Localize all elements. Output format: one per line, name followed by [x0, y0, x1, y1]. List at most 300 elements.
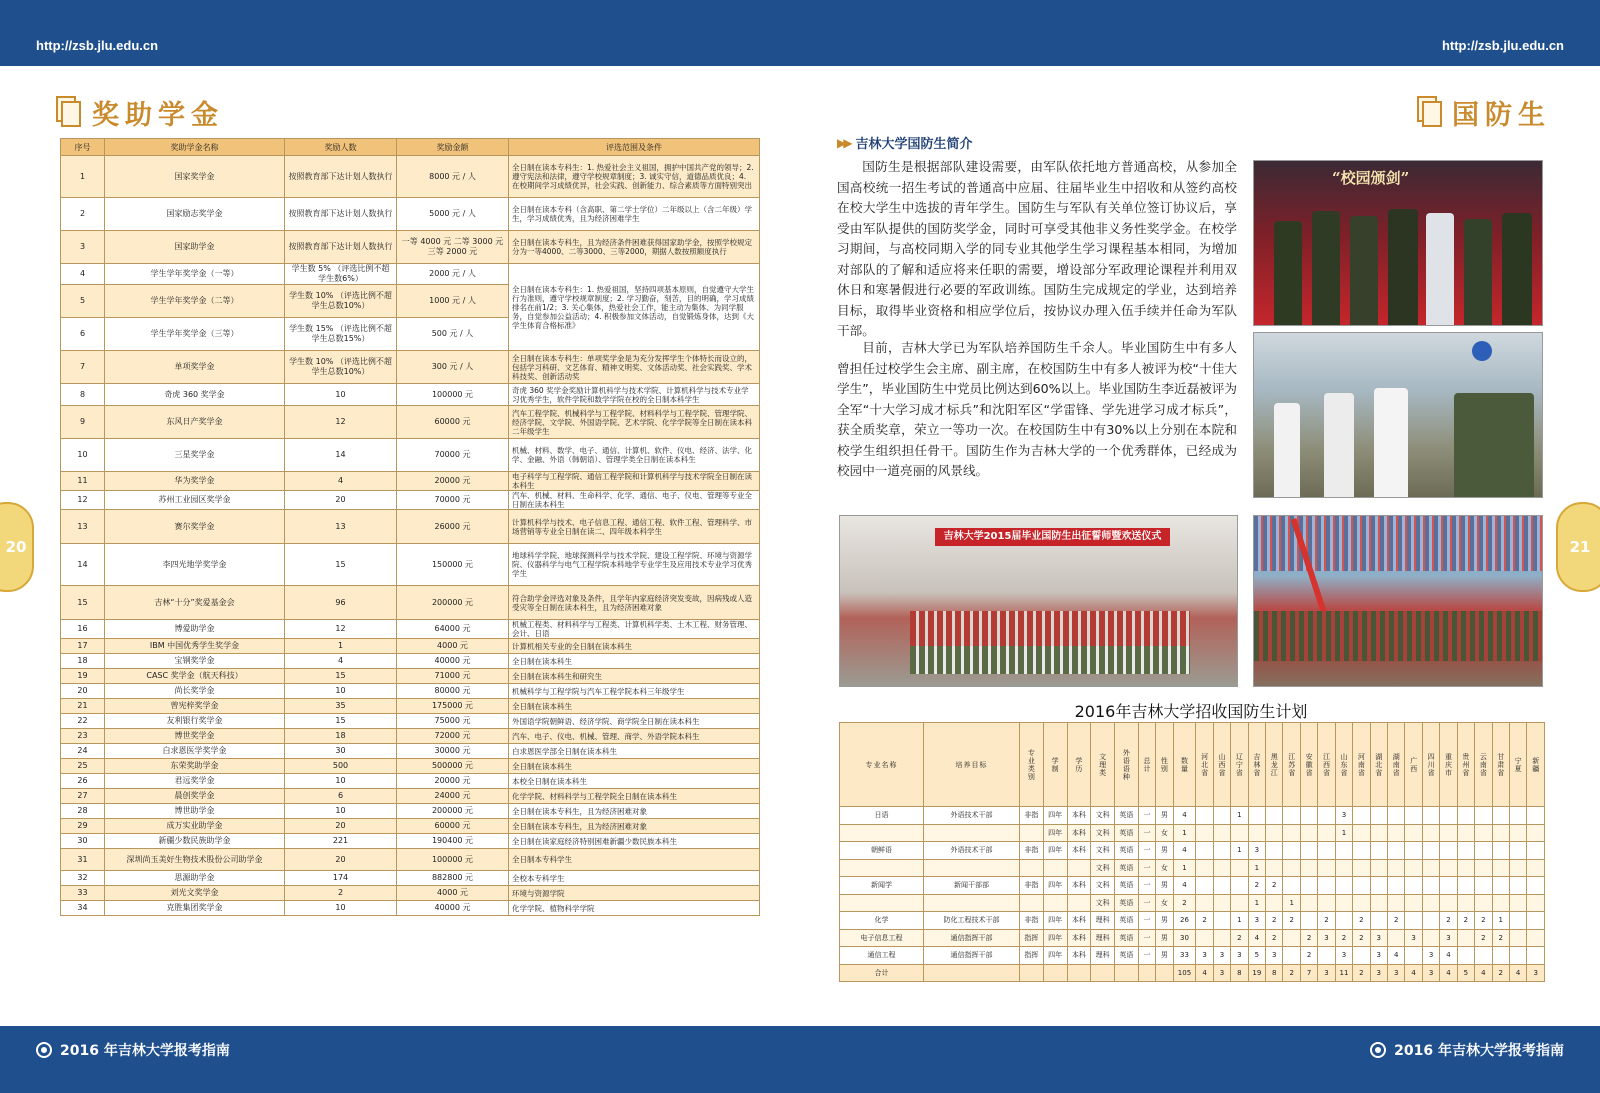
- plan-cell: 朝鲜语: [840, 842, 924, 860]
- plan-cell: 通信工程: [840, 947, 924, 965]
- photo-officials-visit: [1253, 332, 1543, 498]
- eligibility-conditions: 全日制在读本专科生：1. 热爱祖国，坚持四项基本原则，自觉遵守大学生行为准则，遵守学校规章制度；2. 学习勤奋，刻苦，目的明确，学习成绩排名在前1/2；3. 关心集体，热爱社会工作，能主动为集体、为同学服务，自觉参加公益活动；4. 积极参加文体活动，自觉锻炼身体，达到《大学生体育合格标准》: [509, 264, 760, 351]
- plan-cell: [1527, 807, 1545, 825]
- plan-cell: 非指: [1020, 807, 1044, 825]
- university-seal-icon: [36, 1042, 52, 1058]
- plan-cell: 2: [1492, 964, 1509, 982]
- award-count: 96: [285, 586, 397, 620]
- scholarship-name: 赛尔奖学金: [105, 510, 285, 544]
- eligibility-conditions: 机械、材料、数学、电子、通信、计算机、软件、仪电、经济、法学、化学、金融、外语（韩朝语）、管理学类全日制在读本科生: [509, 439, 760, 472]
- plan-cell: [1353, 894, 1370, 912]
- scholarship-name: 君远奖学金: [105, 774, 285, 789]
- table-row: [61, 729, 760, 744]
- plan-cell: [1266, 824, 1283, 842]
- plan-cell: [1475, 877, 1492, 895]
- plan-cell: 4: [1173, 842, 1196, 860]
- plan-cell: [1509, 842, 1526, 860]
- photo-ceremony-stage: [1253, 160, 1543, 326]
- university-seal-icon: [1370, 1042, 1386, 1058]
- plan-row: [840, 912, 1545, 930]
- award-amount: 500 元 / 人: [397, 318, 509, 351]
- plan-cell: [1509, 912, 1526, 930]
- award-amount: 40000 元: [397, 901, 509, 916]
- photo-banner-text: “校园颁剑”: [1332, 169, 1410, 187]
- plan-cell: 英语: [1115, 859, 1139, 877]
- table-row: [61, 472, 760, 491]
- plan-cell: 105: [1173, 964, 1196, 982]
- plan-cell: [1283, 929, 1300, 947]
- plan-cell: 英语: [1115, 807, 1139, 825]
- scholarship-name: CASC 奖学金（航天科技）: [105, 669, 285, 684]
- award-count: 学生数 5% （评选比例不超学生数6%）: [285, 264, 397, 285]
- recruitment-plan-table: [839, 722, 1545, 982]
- plan-table-title: 2016年吉林大学招收国防生计划: [1074, 702, 1308, 721]
- eligibility-conditions: 汽车、电子、仪电、机械、管理、商学、外语学院本科生: [509, 729, 760, 744]
- award-amount: 500000 元: [397, 759, 509, 774]
- award-amount: 20000 元: [397, 472, 509, 491]
- scholarship-name: 学生学年奖学金（一等）: [105, 264, 285, 285]
- plan-cell: [1318, 894, 1335, 912]
- award-amount: 60000 元: [397, 406, 509, 439]
- plan-cell: [1196, 894, 1213, 912]
- plan-row: [840, 929, 1545, 947]
- plan-cell: 3: [1248, 842, 1265, 860]
- page-number-right-text: 21: [1569, 538, 1591, 556]
- plan-cell: [1213, 824, 1230, 842]
- plan-cell: 一: [1138, 877, 1155, 895]
- row-index: 30: [61, 834, 105, 849]
- eligibility-conditions: 全日制在读本科生: [509, 759, 760, 774]
- plan-cell: 3: [1231, 947, 1248, 965]
- plan-cell: [1422, 842, 1439, 860]
- plan-cell: [1475, 947, 1492, 965]
- plan-cell: 合计: [840, 964, 924, 982]
- scholarship-table: [60, 138, 760, 916]
- scholarship-name: 东荣奖助学金: [105, 759, 285, 774]
- row-index: 7: [61, 351, 105, 384]
- award-count: 学生数 10% （评选比例不超学生总数10%）: [285, 351, 397, 384]
- plan-col-header: 湖南省: [1388, 723, 1405, 807]
- plan-cell: [1440, 824, 1457, 842]
- scholarship-name: 吉林“十分”奖爱基金会: [105, 586, 285, 620]
- plan-cell: [1213, 929, 1230, 947]
- plan-cell: [1156, 964, 1173, 982]
- intro-heading: [837, 133, 972, 152]
- plan-cell: 2: [1266, 912, 1283, 930]
- plan-cell: [1440, 842, 1457, 860]
- scholarship-name: 白求恩医学奖学金: [105, 744, 285, 759]
- url-left[interactable]: http://zsb.jlu.edu.cn: [36, 38, 159, 53]
- plan-cell: 本科: [1067, 877, 1091, 895]
- row-index: 28: [61, 804, 105, 819]
- footer-right: [1370, 1040, 1564, 1060]
- plan-cell: [1318, 947, 1335, 965]
- plan-cell: [1318, 807, 1335, 825]
- award-amount: 71000 元: [397, 669, 509, 684]
- plan-cell: [1388, 842, 1405, 860]
- plan-cell: 女: [1156, 859, 1173, 877]
- plan-cell: 2: [1283, 964, 1300, 982]
- plan-cell: 3: [1213, 947, 1230, 965]
- plan-cell: [924, 964, 1020, 982]
- award-count: 15: [285, 714, 397, 729]
- plan-cell: [1509, 894, 1526, 912]
- intro-paragraph-1: 国防生是根据部队建设需要，由军队依托地方普通高校，从参加全国高校统一招生考试的普通高中应届、往届毕业生中招收和从签约高校在校大学生中选拔的青年学生。国防生与军队有关单位签订协议后，享受由军队提供的国防奖学金，同时可享受其他非义务性奖学金。在校学习期间，与高校同期入学的同专业其他学生学习课程基本相同，为增加对部队的了解和适应将来任职的需要，增设部分军政理论课程并利用双休日和寒暑假进行必要的军政训练。国防生完成规定的学业，达到培养目标，取得毕业资格和相应学位后，按协议办理入伍手续并任命为军队干部。: [837, 159, 1237, 338]
- row-index: 26: [61, 774, 105, 789]
- plan-col-header: 河南省: [1353, 723, 1370, 807]
- plan-col-header: 培养目标: [924, 723, 1020, 807]
- award-count: 500: [285, 759, 397, 774]
- plan-cell: 本科: [1067, 912, 1091, 930]
- plan-cell: [1370, 912, 1387, 930]
- plan-cell: 2: [1231, 929, 1248, 947]
- plan-col-header: 学制: [1043, 723, 1067, 807]
- plan-cell: [1370, 842, 1387, 860]
- plan-cell: [1492, 859, 1509, 877]
- plan-cell: 女: [1156, 824, 1173, 842]
- scholarship-name: 深圳尚玉美好生物技术股份公司助学金: [105, 849, 285, 871]
- scholarship-name: 刘光文奖学金: [105, 886, 285, 901]
- table-row: [61, 231, 760, 264]
- eligibility-conditions: 汽车、机械、材料、生命科学、化学、通信、电子、仪电、管理等专业全日制在读本科生: [509, 491, 760, 510]
- plan-cell: 1: [1231, 842, 1248, 860]
- eligibility-conditions: 全日制在读家庭经济特别困难新疆少数民族本科生: [509, 834, 760, 849]
- row-index: 34: [61, 901, 105, 916]
- plan-row: [840, 877, 1545, 895]
- plan-cell: 新闻学: [840, 877, 924, 895]
- row-index: 9: [61, 406, 105, 439]
- award-amount: 200000 元: [397, 804, 509, 819]
- col-header: 奖励人数: [285, 139, 397, 156]
- plan-cell: [1231, 824, 1248, 842]
- award-count: 10: [285, 384, 397, 406]
- plan-row: [840, 859, 1545, 877]
- plan-cell: 3: [1335, 947, 1352, 965]
- plan-cell: 4: [1173, 807, 1196, 825]
- plan-cell: [1475, 807, 1492, 825]
- eligibility-conditions: 全日制在读本专科（含高职、第二学士学位）二年级以上（含二年级）学生，学习成绩优秀，且为经济困难学生: [509, 198, 760, 231]
- award-count: 6: [285, 789, 397, 804]
- plan-cell: 2: [1353, 929, 1370, 947]
- award-amount: 75000 元: [397, 714, 509, 729]
- plan-cell: 2: [1300, 947, 1317, 965]
- plan-cell: 3: [1266, 947, 1283, 965]
- plan-cell: 文科: [1091, 807, 1115, 825]
- plan-cell: 2: [1353, 964, 1370, 982]
- table-row: [61, 439, 760, 472]
- row-index: 8: [61, 384, 105, 406]
- plan-cell: 3: [1196, 947, 1213, 965]
- plan-col-header: 外语语种: [1115, 723, 1139, 807]
- footer-left: [36, 1040, 230, 1060]
- eligibility-conditions: 地球科学学院、地球探测科学与技术学院、建设工程学院、环境与资源学院、仪器科学与电气工程学院本科地学专业学生及应用技术专业学习优秀学生: [509, 544, 760, 586]
- row-index: 18: [61, 654, 105, 669]
- plan-cell: 理科: [1091, 929, 1115, 947]
- plan-cell: 指挥: [1020, 947, 1044, 965]
- eligibility-conditions: 化学学院、植物科学学院: [509, 901, 760, 916]
- table-row: [61, 351, 760, 384]
- plan-cell: 4: [1388, 947, 1405, 965]
- plan-cell: [840, 894, 924, 912]
- plan-cell: 3: [1370, 929, 1387, 947]
- award-amount: 24000 元: [397, 789, 509, 804]
- plan-cell: 2: [1248, 877, 1265, 895]
- plan-cell: 文科: [1091, 877, 1115, 895]
- plan-cell: 5: [1248, 947, 1265, 965]
- plan-cell: [1091, 964, 1115, 982]
- plan-row: [840, 807, 1545, 825]
- eligibility-conditions: 全校本专科学生: [509, 871, 760, 886]
- scholarship-name: 博世奖学金: [105, 729, 285, 744]
- plan-cell: [1509, 859, 1526, 877]
- plan-cell: 理科: [1091, 947, 1115, 965]
- scholarship-name: 国家励志奖学金: [105, 198, 285, 231]
- eligibility-conditions: 机械工程类、材料科学与工程类、计算机科学类、土木工程、财务管理、会计、日语: [509, 620, 760, 639]
- plan-col-header: 数量: [1173, 723, 1196, 807]
- plan-cell: 2: [1266, 877, 1283, 895]
- plan-col-header: 河北省: [1196, 723, 1213, 807]
- photo-parade-march: [1253, 515, 1543, 687]
- plan-cell: 3: [1422, 964, 1439, 982]
- award-count: 221: [285, 834, 397, 849]
- plan-cell: 防化工程技术干部: [924, 912, 1020, 930]
- plan-cell: [1388, 859, 1405, 877]
- award-amount: 64000 元: [397, 620, 509, 639]
- plan-cell: [1300, 824, 1317, 842]
- table-row: [61, 586, 760, 620]
- scholarship-name: 国家奖学金: [105, 156, 285, 198]
- plan-cell: 女: [1156, 894, 1173, 912]
- plan-cell: 英语: [1115, 929, 1139, 947]
- scholarship-name: 克胜集团奖学金: [105, 901, 285, 916]
- award-amount: 300 元 / 人: [397, 351, 509, 384]
- plan-cell: [1213, 912, 1230, 930]
- plan-cell: [1388, 877, 1405, 895]
- plan-col-header: 专业类别: [1020, 723, 1044, 807]
- award-amount: 4000 元: [397, 639, 509, 654]
- plan-cell: 一: [1138, 929, 1155, 947]
- plan-cell: 非指: [1020, 842, 1044, 860]
- plan-cell: 一: [1138, 894, 1155, 912]
- bottom-banner: [0, 1026, 1600, 1093]
- plan-cell: 1: [1231, 912, 1248, 930]
- plan-cell: [1067, 859, 1091, 877]
- plan-cell: 2: [1196, 912, 1213, 930]
- table-row: [61, 901, 760, 916]
- plan-cell: 男: [1156, 947, 1173, 965]
- plan-cell: 3: [1405, 929, 1422, 947]
- plan-cell: 4: [1173, 877, 1196, 895]
- plan-cell: 英语: [1115, 912, 1139, 930]
- plan-col-header: 新疆: [1527, 723, 1545, 807]
- eligibility-conditions: 计算机科学与技术、电子信息工程、通信工程、软件工程、管理科学、市场营销等专业全日制在读二、四年级本科学生: [509, 510, 760, 544]
- scholarship-name: 东风日产奖学金: [105, 406, 285, 439]
- plan-cell: [1043, 859, 1067, 877]
- table-row: [61, 774, 760, 789]
- plan-cell: 本科: [1067, 842, 1091, 860]
- plan-cell: [1353, 859, 1370, 877]
- scholarship-name: 学生学年奖学金（三等）: [105, 318, 285, 351]
- plan-cell: [1266, 894, 1283, 912]
- scholarship-name: 三星奖学金: [105, 439, 285, 472]
- table-row: [61, 264, 760, 285]
- plan-cell: [1213, 807, 1230, 825]
- plan-cell: 3: [1527, 964, 1545, 982]
- row-index: 11: [61, 472, 105, 491]
- plan-cell: 一: [1138, 824, 1155, 842]
- plan-cell: [1457, 894, 1474, 912]
- plan-cell: [1440, 859, 1457, 877]
- plan-col-header: 甘肃省: [1492, 723, 1509, 807]
- plan-cell: 本科: [1067, 807, 1091, 825]
- plan-row: [840, 842, 1545, 860]
- eligibility-conditions: 全日制在读本专科生：1. 热爱社会主义祖国，拥护中国共产党的领导；2. 遵守宪法和法律，遵守学校规章制度；3. 诚实守信，道德品质优良；4. 在校期间学习成绩优异，社会实践、创新能力、综合素质等方面特别突出: [509, 156, 760, 198]
- eligibility-conditions: 符合助学金评选对象及条件，且学年内家庭经济突发变故，因病残或人造受灾等全日制在读本科生，且为经济困难对象: [509, 586, 760, 620]
- plan-col-header: 总计: [1138, 723, 1155, 807]
- section-title-defense-students: 国防生: [1452, 100, 1551, 131]
- award-count: 30: [285, 744, 397, 759]
- plan-cell: 英语: [1115, 877, 1139, 895]
- row-index: 16: [61, 620, 105, 639]
- plan-cell: [1318, 859, 1335, 877]
- scholarship-name: 学生学年奖学金（二等）: [105, 285, 285, 318]
- table-row: [61, 871, 760, 886]
- award-amount: 26000 元: [397, 510, 509, 544]
- plan-cell: [1492, 824, 1509, 842]
- plan-cell: [1422, 807, 1439, 825]
- plan-cell: 2: [1283, 912, 1300, 930]
- plan-cell: 2: [1388, 912, 1405, 930]
- plan-cell: 2: [1492, 929, 1509, 947]
- award-count: 10: [285, 684, 397, 699]
- plan-col-header: 吉林省: [1248, 723, 1265, 807]
- scholarship-name: 苏州工业园区奖学金: [105, 491, 285, 510]
- plan-cell: 化学: [840, 912, 924, 930]
- plan-cell: 3: [1440, 929, 1457, 947]
- table-row: [61, 759, 760, 774]
- plan-cell: [1370, 894, 1387, 912]
- plan-cell: [1353, 824, 1370, 842]
- plan-cell: [1283, 859, 1300, 877]
- plan-cell: 非指: [1020, 912, 1044, 930]
- page-number-left: [0, 502, 34, 592]
- intro-heading-text: 吉林大学国防生简介: [855, 137, 973, 152]
- award-amount: 100000 元: [397, 384, 509, 406]
- plan-cell: 1: [1173, 859, 1196, 877]
- plan-cell: 26: [1173, 912, 1196, 930]
- plan-cell: [1457, 929, 1474, 947]
- row-index: 15: [61, 586, 105, 620]
- plan-cell: 7: [1300, 964, 1317, 982]
- plan-cell: [1020, 824, 1044, 842]
- plan-cell: 4: [1405, 964, 1422, 982]
- plan-cell: [1196, 842, 1213, 860]
- plan-cell: 4: [1248, 929, 1265, 947]
- plan-cell: 3: [1213, 964, 1230, 982]
- plan-cell: [1248, 807, 1265, 825]
- award-amount: 100000 元: [397, 849, 509, 871]
- url-right[interactable]: http://zsb.jlu.edu.cn: [1441, 38, 1564, 53]
- plan-cell: 英语: [1115, 842, 1139, 860]
- plan-cell: [1388, 824, 1405, 842]
- eligibility-conditions: 全日制在读本专科生，且为经济困难对象: [509, 819, 760, 834]
- plan-col-header: 学历: [1067, 723, 1091, 807]
- plan-cell: [1440, 894, 1457, 912]
- row-index: 4: [61, 264, 105, 285]
- plan-col-header: 山西省: [1213, 723, 1230, 807]
- plan-cell: 男: [1156, 912, 1173, 930]
- plan-cell: 一: [1138, 842, 1155, 860]
- award-amount: 150000 元: [397, 544, 509, 586]
- plan-col-header: 黑龙江: [1266, 723, 1283, 807]
- photo-graduation-ceremony: [839, 515, 1238, 687]
- plan-col-header: 贵州省: [1457, 723, 1474, 807]
- plan-cell: 4: [1475, 964, 1492, 982]
- award-amount: 1000 元 / 人: [397, 285, 509, 318]
- plan-col-header: 江苏省: [1283, 723, 1300, 807]
- table-row: [61, 639, 760, 654]
- plan-cell: 3: [1422, 947, 1439, 965]
- intro-paragraph-2: 目前，吉林大学已为军队培养国防生千余人。毕业国防生中有多人曾担任过校学生会主席、副主席，在校国防生中有多人被评为校“十佳大学生”，毕业国防生中党员比例达到60%以上。毕业国防生李近磊被评为全军“十大学习成才标兵”和沈阳军区“学雷锋、学先进学习成才标兵”，获全质奖章，荣立一等功一次。在校国防生中有30%以上分别在本院和校学生组织担任骨干。国防生作为吉林大学的一个优秀群体，已经成为校园中一道亮丽的风景线。: [837, 340, 1237, 478]
- plan-cell: 一: [1138, 807, 1155, 825]
- plan-cell: [1527, 824, 1545, 842]
- plan-cell: [1405, 807, 1422, 825]
- plan-cell: 3: [1335, 807, 1352, 825]
- scholarship-name: 李四光地学奖学金: [105, 544, 285, 586]
- plan-cell: [1283, 877, 1300, 895]
- plan-cell: [1115, 964, 1139, 982]
- plan-cell: [1213, 877, 1230, 895]
- plan-cell: [1405, 894, 1422, 912]
- table-row: [61, 510, 760, 544]
- table-row: [61, 654, 760, 669]
- plan-cell: [1422, 859, 1439, 877]
- plan-cell: [1020, 859, 1044, 877]
- page-number-right: [1556, 502, 1600, 592]
- plan-cell: 4: [1440, 964, 1457, 982]
- plan-col-header: 专业名称: [840, 723, 924, 807]
- document-icon: [1417, 96, 1443, 128]
- plan-cell: [1353, 807, 1370, 825]
- plan-cell: 四年: [1043, 824, 1067, 842]
- award-amount: 一等 4000 元 二等 3000 元 三等 2000 元: [397, 231, 509, 264]
- top-banner: [0, 0, 1600, 66]
- plan-cell: [1353, 877, 1370, 895]
- row-index: 24: [61, 744, 105, 759]
- plan-cell: 2: [1173, 894, 1196, 912]
- col-header: 评选范围及条件: [509, 139, 760, 156]
- plan-cell: [1492, 877, 1509, 895]
- col-header: 奖励金额: [397, 139, 509, 156]
- table-row: [61, 156, 760, 198]
- plan-col-header: 云南省: [1475, 723, 1492, 807]
- plan-cell: 理科: [1091, 912, 1115, 930]
- row-index: 32: [61, 871, 105, 886]
- plan-cell: 3: [1248, 912, 1265, 930]
- plan-col-header: 四川省: [1422, 723, 1439, 807]
- table-row: [61, 544, 760, 586]
- row-index: 3: [61, 231, 105, 264]
- award-count: 20: [285, 491, 397, 510]
- table-row: [61, 849, 760, 871]
- plan-cell: [1353, 842, 1370, 860]
- plan-cell: [1335, 912, 1352, 930]
- plan-cell: [840, 824, 924, 842]
- scholarship-name: 新疆少数民族助学金: [105, 834, 285, 849]
- scholarship-name: 宝钢奖学金: [105, 654, 285, 669]
- award-count: 20: [285, 819, 397, 834]
- scholarship-name: 单项奖学金: [105, 351, 285, 384]
